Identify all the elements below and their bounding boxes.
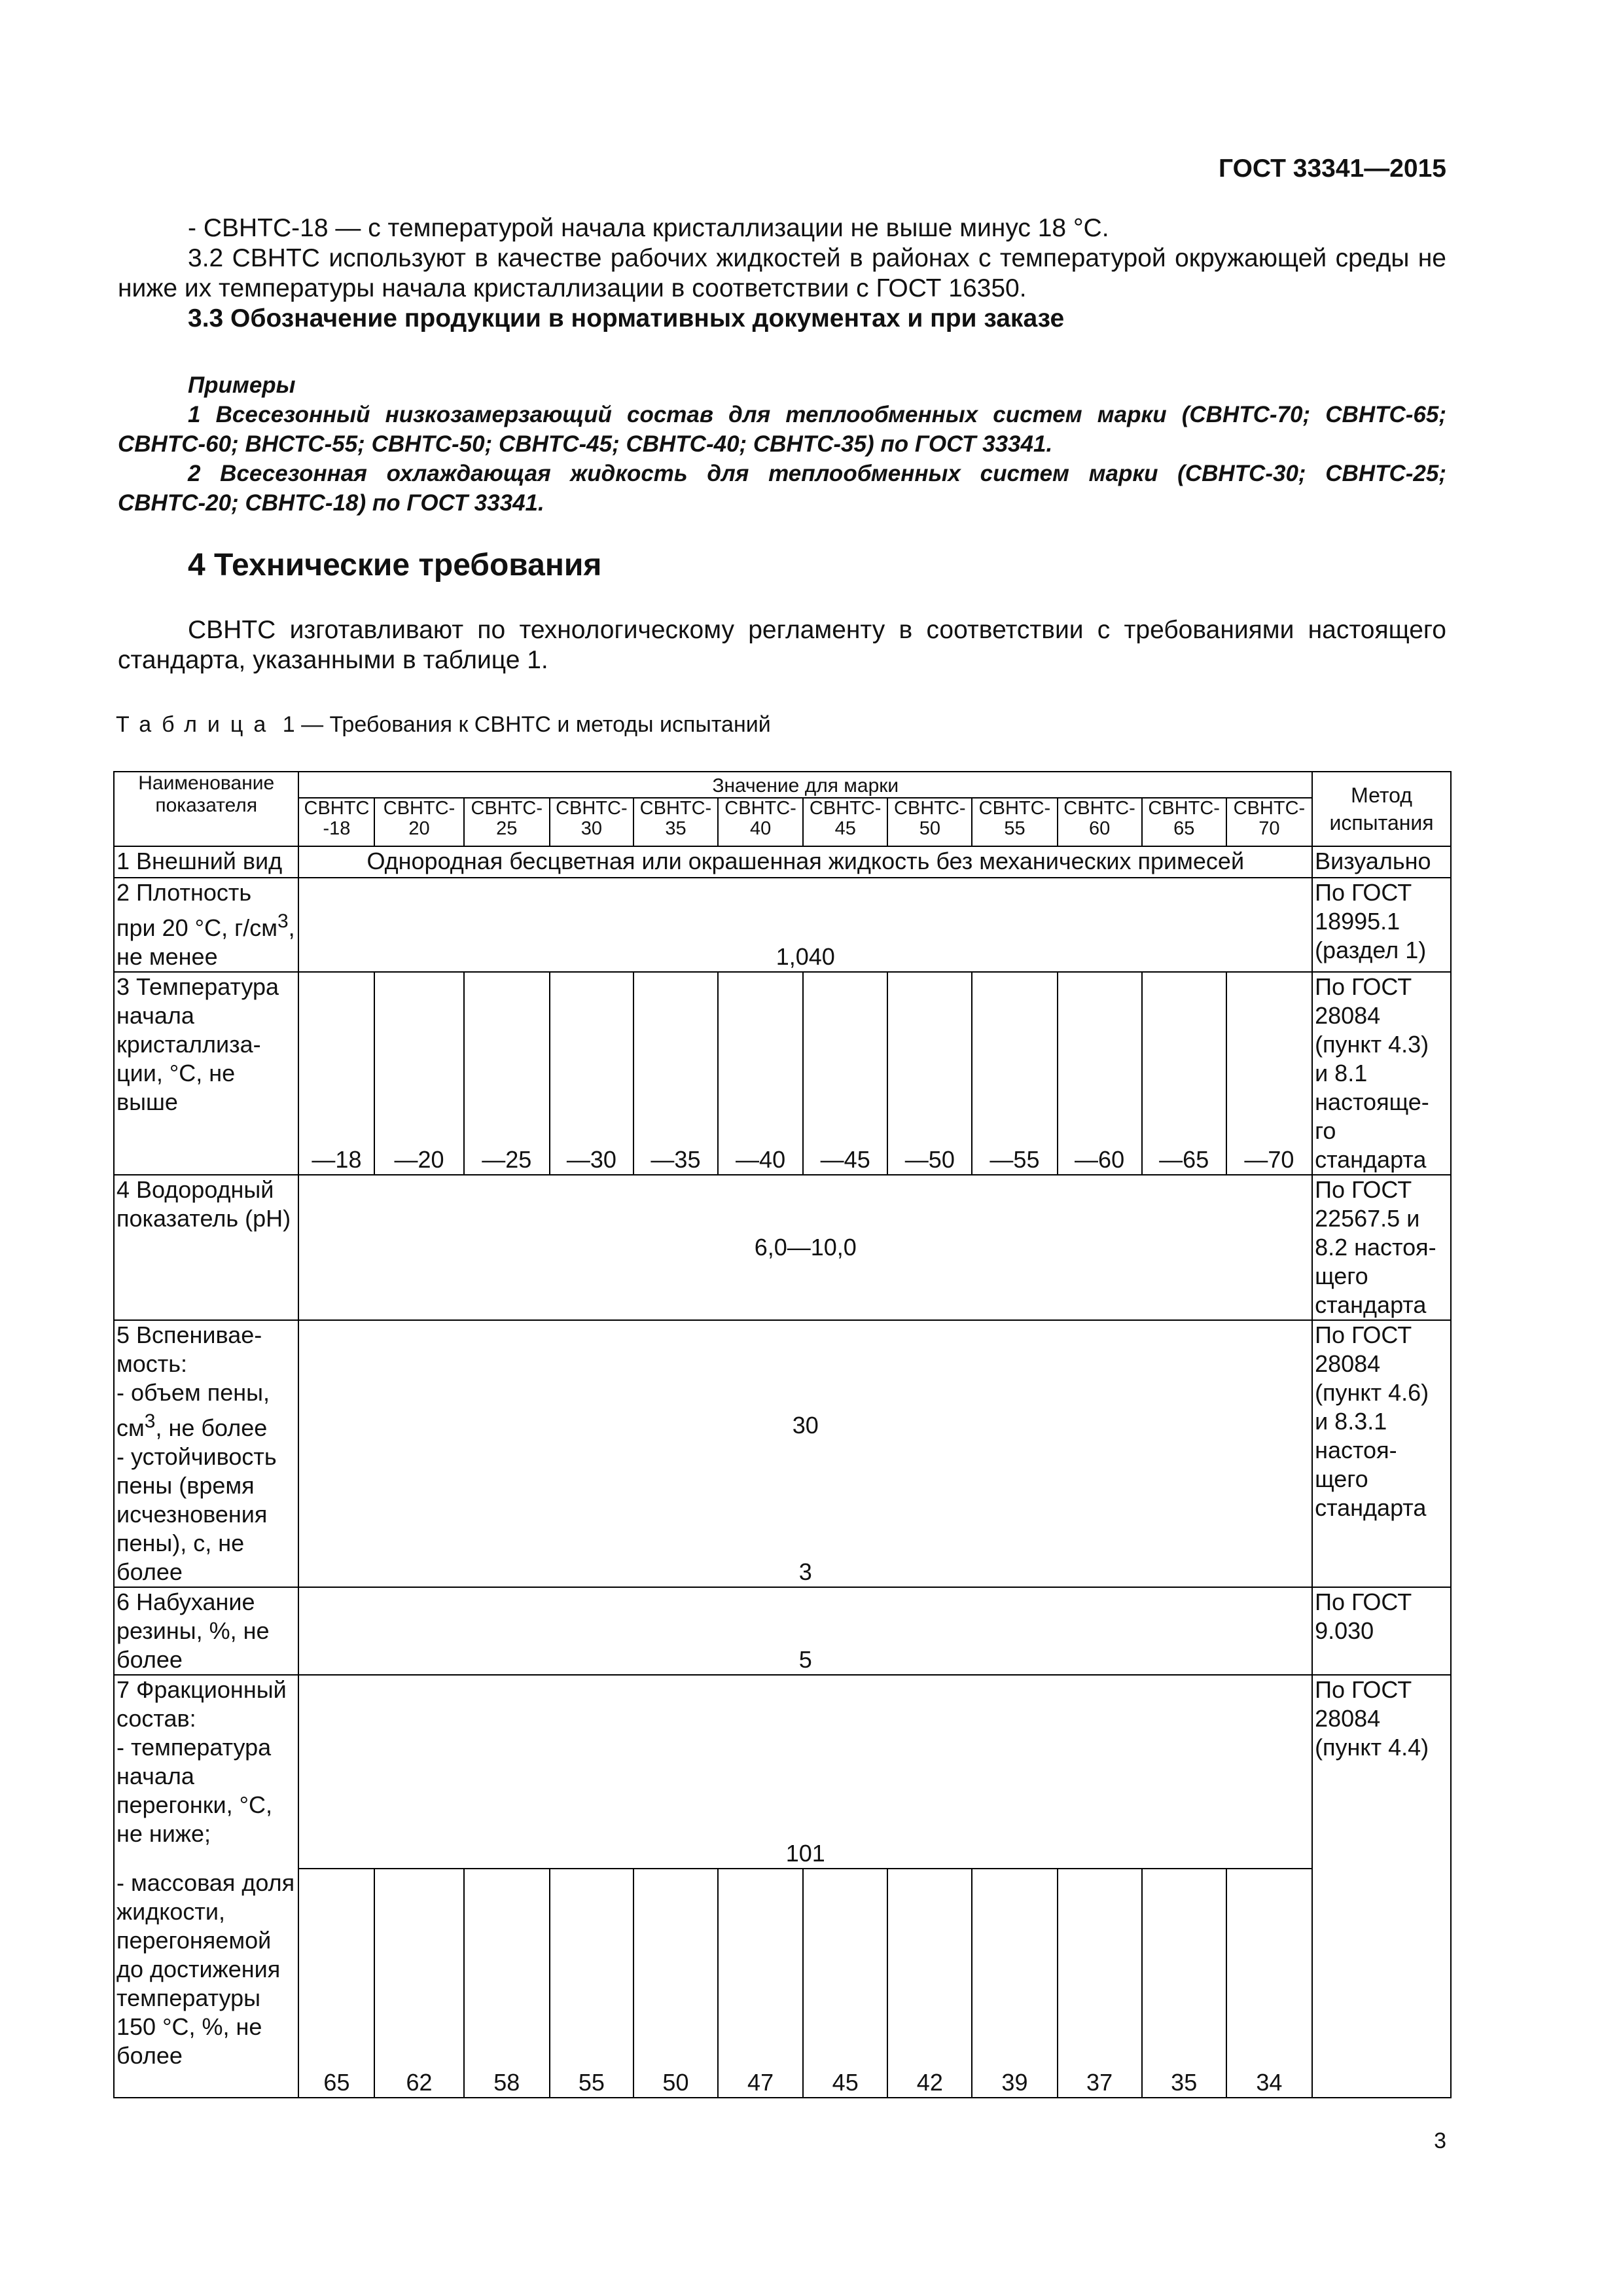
row-5-method: По ГОСТ 28084 (пункт 4.6) и 8.3.1 настоя-щего стандарта xyxy=(1312,1320,1451,1587)
grade-header: СВНТС- 65 xyxy=(1142,798,1226,846)
fraction-value: 35 xyxy=(1142,1869,1226,2098)
crystallization-value: —18 xyxy=(298,972,374,1175)
section-4-text xyxy=(118,615,1446,675)
fraction-value: 62 xyxy=(374,1869,463,2098)
fraction-value: 45 xyxy=(803,1869,887,2098)
examples-label: Примеры xyxy=(188,372,296,398)
table-caption xyxy=(116,712,771,738)
row-3-method: По ГОСТ 28084 (пункт 4.3) и 8.1 настояще-го стандарта xyxy=(1312,972,1451,1175)
row-4-value: 6,0—10,0 xyxy=(298,1175,1312,1320)
table-row-density xyxy=(114,878,1451,972)
examples-block xyxy=(118,370,1446,518)
head-method: Метод испытания xyxy=(1312,772,1451,846)
row-6-value: 5 xyxy=(298,1587,1312,1675)
page-number: 3 xyxy=(1434,2128,1446,2153)
grade-header: СВНТС- 20 xyxy=(374,798,463,846)
grade-header: СВНТС- 30 xyxy=(550,798,633,846)
row-4-method: По ГОСТ 22567.5 и 8.2 настоя-щего стандарта xyxy=(1312,1175,1451,1320)
crystallization-value: —30 xyxy=(550,972,633,1175)
example-2: 2 Всесезонная охлаждающая жидкость для теплообменных систем марки (СВНТС-30; СВНТС-25; СВНТС-20; СВНТС-18) по ГОСТ 33341. xyxy=(118,461,1446,516)
section-4-title: 4 Технические требования xyxy=(188,548,602,583)
row-7-name-start: 7 Фракционный состав: - температура начала перегонки, °С, не ниже; xyxy=(114,1675,298,1869)
crystallization-value: —35 xyxy=(633,972,718,1175)
crystallization-value: —40 xyxy=(718,972,803,1175)
row-5-value-stability: 3 xyxy=(298,1440,1312,1587)
table-row-ph xyxy=(114,1175,1451,1320)
fraction-value: 39 xyxy=(972,1869,1057,2098)
row-1-value: Однородная бесцветная или окрашенная жидкость без механических примесей xyxy=(298,846,1312,878)
crystallization-value: —20 xyxy=(374,972,463,1175)
row-2-method: По ГОСТ 18995.1 (раздел 1) xyxy=(1312,878,1451,972)
head-indicator: Наименование показателя xyxy=(114,772,298,846)
table-row-foaming-stability xyxy=(114,1440,1451,1587)
row-6-method: По ГОСТ 9.030 xyxy=(1312,1587,1451,1675)
table-caption-label: Таблица xyxy=(116,712,277,737)
grade-header: СВНТС- 35 xyxy=(633,798,718,846)
section-4-paragraph: СВНТС изготавливают по технологическому регламенту в соответствии с требованиями настоящего стандарта, указанными в таблице 1. xyxy=(118,616,1446,674)
table-grades-row xyxy=(114,798,1451,846)
fraction-value: 37 xyxy=(1058,1869,1142,2098)
grade-header: СВНТС- 55 xyxy=(972,798,1057,846)
fraction-value: 58 xyxy=(464,1869,550,2098)
table-row-foaming-volume xyxy=(114,1320,1451,1440)
table-head-row xyxy=(114,772,1451,798)
fraction-value: 50 xyxy=(633,1869,718,2098)
grade-header: СВНТС- 60 xyxy=(1058,798,1142,846)
crystallization-value: —70 xyxy=(1226,972,1312,1175)
head-value-for-grade: Значение для марки xyxy=(298,772,1312,798)
grade-header: СВНТС -18 xyxy=(298,798,374,846)
grade-header: СВНТС- 45 xyxy=(803,798,887,846)
fraction-value: 65 xyxy=(298,1869,374,2098)
example-1: 1 Всесезонный низкозамерзающий состав для теплообменных систем марки (СВНТС-70; СВНТС-65; СВНТС-60; ВНСТС-55; СВНТС-50; СВНТС-45; СВНТС-40; СВНТС-35) по ГОСТ 33341. xyxy=(118,402,1446,457)
row-7-name-mass: - массовая доля жидкости, перегоняемой до достижения температуры 150 °С, %, не более xyxy=(114,1869,298,2098)
intro-block xyxy=(118,213,1446,334)
crystallization-value: —25 xyxy=(464,972,550,1175)
row-3-name: 3 Температура начала кристаллиза-ции, °С, не выше xyxy=(114,972,298,1175)
row-5-value-volume: 30 xyxy=(298,1320,1312,1440)
grade-header: СВНТС- 40 xyxy=(718,798,803,846)
table-caption-title: 1 — Требования к СВНТС и методы испытаний xyxy=(276,712,771,737)
document-code: ГОСТ 33341—2015 xyxy=(1219,154,1446,183)
row-4-name: 4 Водородный показатель (рН) xyxy=(114,1175,298,1320)
fraction-value: 42 xyxy=(887,1869,972,2098)
table-row-appearance xyxy=(114,846,1451,878)
crystallization-value: —55 xyxy=(972,972,1057,1175)
row-1-method: Визуально xyxy=(1312,846,1451,878)
paragraph-3-2: 3.2 СВНТС используют в качестве рабочих жидкостей в районах с температурой окружающей среды не ниже их температуры начала кристаллизации в соответствии с ГОСТ 16350. xyxy=(118,244,1446,302)
heading-3-3: 3.3 Обозначение продукции в нормативных документах и при заказе xyxy=(188,304,1065,332)
fraction-value: 55 xyxy=(550,1869,633,2098)
crystallization-value: —50 xyxy=(887,972,972,1175)
row-2-value: 1,040 xyxy=(298,878,1312,972)
row-7-method: По ГОСТ 28084 (пункт 4.4) xyxy=(1312,1675,1451,2098)
grade-header: СВНТС- 70 xyxy=(1226,798,1312,846)
table-row-rubber-swelling xyxy=(114,1587,1451,1675)
row-2-name: 2 Плотность при 20 °С, $г/см^3$, не менее xyxy=(114,878,298,972)
table-row-fraction-mass xyxy=(114,1869,1451,2098)
grade-header: СВНТС- 25 xyxy=(464,798,550,846)
requirements-table xyxy=(113,771,1452,2098)
crystallization-value: —45 xyxy=(803,972,887,1175)
intro-line-svnts18: - СВНТС-18 — с температурой начала кристаллизации не выше минус 18 °С. xyxy=(188,214,1109,242)
crystallization-value: —60 xyxy=(1058,972,1142,1175)
table-row-fraction-start xyxy=(114,1675,1451,1869)
table-row-crystallization xyxy=(114,972,1451,1175)
row-1-name: 1 Внешний вид xyxy=(114,846,298,878)
row-5-name: 5 Вспенивае-мость: - объем пены, $см^3$, не более - устойчивость пены (время исчезновения пены), с, не более xyxy=(114,1320,298,1587)
fraction-value: 34 xyxy=(1226,1869,1312,2098)
row-7-value-start: 101 xyxy=(298,1675,1312,1869)
crystallization-value: —65 xyxy=(1142,972,1226,1175)
grade-header: СВНТС- 50 xyxy=(887,798,972,846)
fraction-value: 47 xyxy=(718,1869,803,2098)
row-6-name: 6 Набухание резины, %, не более xyxy=(114,1587,298,1675)
